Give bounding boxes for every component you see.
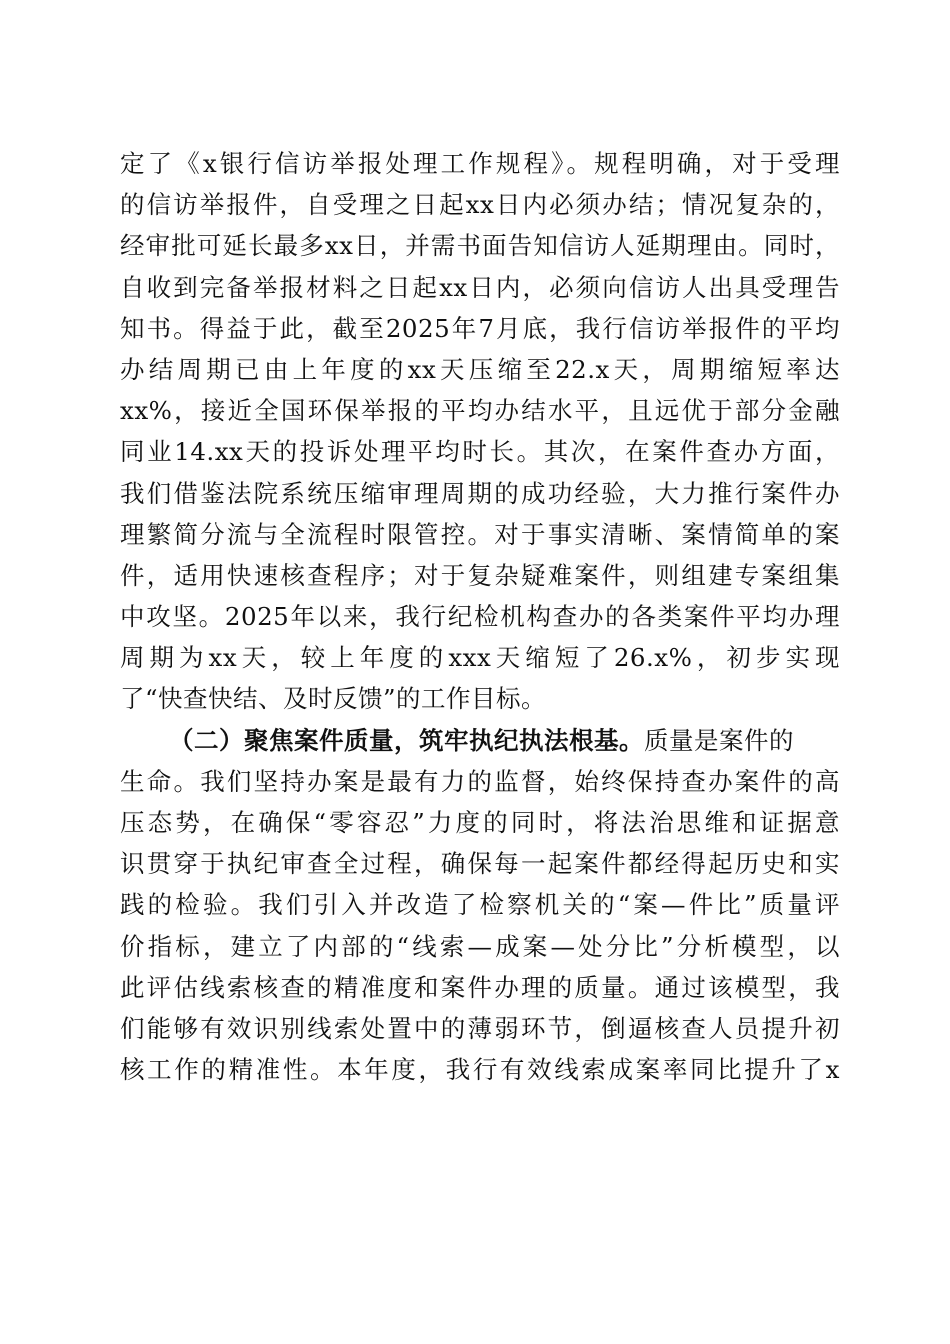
paragraph-line: 同业14.xx天的投诉处理平均时长。其次，在案件查办方面， bbox=[120, 437, 840, 467]
paragraph-line: 件，适用快速核查程序；对于复杂疑难案件，则组建专案组集 bbox=[120, 560, 840, 590]
paragraph-line: 生命。我们坚持办案是最有力的监督，始终保持查办案件的高 bbox=[120, 766, 840, 796]
paragraph-line: 自收到完备举报材料之日起xx日内，必须向信访人出具受理告 bbox=[120, 272, 840, 302]
paragraph-line: 周期为xx天，较上年度的xxx天缩短了26.x%，初步实现 bbox=[120, 643, 840, 673]
paragraph-line: 们能够有效识别线索处置中的薄弱环节，倒逼核查人员提升初 bbox=[120, 1013, 840, 1043]
section-heading: （二）聚焦案件质量，筑牢执纪执法根基。 bbox=[169, 725, 644, 755]
section-heading-continuation: 质量是案件的 bbox=[644, 725, 794, 755]
paragraph-line: 经审批可延长最多xx日，并需书面告知信访人延期理由。同时， bbox=[120, 231, 840, 261]
paragraph-line: 知书。得益于此，截至2025年7月底，我行信访举报件的平均 bbox=[120, 313, 840, 343]
paragraph-line: 压态势，在确保“零容忍”力度的同时，将法治思维和证据意 bbox=[120, 808, 840, 837]
paragraph-line: 中攻坚。2025年以来，我行纪检机构查办的各类案件平均办理 bbox=[120, 602, 840, 632]
paragraph-line: 识贯穿于执纪审查全过程，确保每一起案件都经得起历史和实 bbox=[120, 849, 840, 879]
section-heading-line bbox=[120, 720, 840, 761]
paragraph-line: 的信访举报件，自受理之日起xx日内必须办结；情况复杂的， bbox=[120, 190, 840, 220]
body-text bbox=[120, 143, 840, 1090]
paragraph-line: 理繁简分流与全流程时限管控。对于事实清晰、案情简单的案 bbox=[120, 519, 840, 549]
paragraph-line: 价指标，建立了内部的“线索—成案—处分比”分析模型，以 bbox=[120, 931, 840, 961]
paragraph-line: 此评估线索核查的精准度和案件办理的质量。通过该模型，我 bbox=[120, 972, 840, 1002]
paragraph-line: 了“快查快结、及时反馈”的工作目标。 bbox=[120, 684, 547, 714]
paragraph-line: 我们借鉴法院系统压缩审理周期的成功经验，大力推行案件办 bbox=[120, 478, 840, 508]
paragraph-line: 办结周期已由上年度的xx天压缩至22.x天，周期缩短率达 bbox=[120, 354, 840, 384]
paragraph-line: 践的检验。我们引入并改造了检察机关的“案—件比”质量评 bbox=[120, 890, 840, 920]
paragraph-line: 定了《x银行信访举报处理工作规程》。规程明确，对于受理 bbox=[120, 149, 840, 178]
paragraph-line: 核工作的精准性。本年度，我行有效线索成案率同比提升了x bbox=[120, 1055, 840, 1085]
paragraph-line: xx%，接近全国环保举报的平均办结水平，且远优于部分金融 bbox=[120, 396, 840, 426]
